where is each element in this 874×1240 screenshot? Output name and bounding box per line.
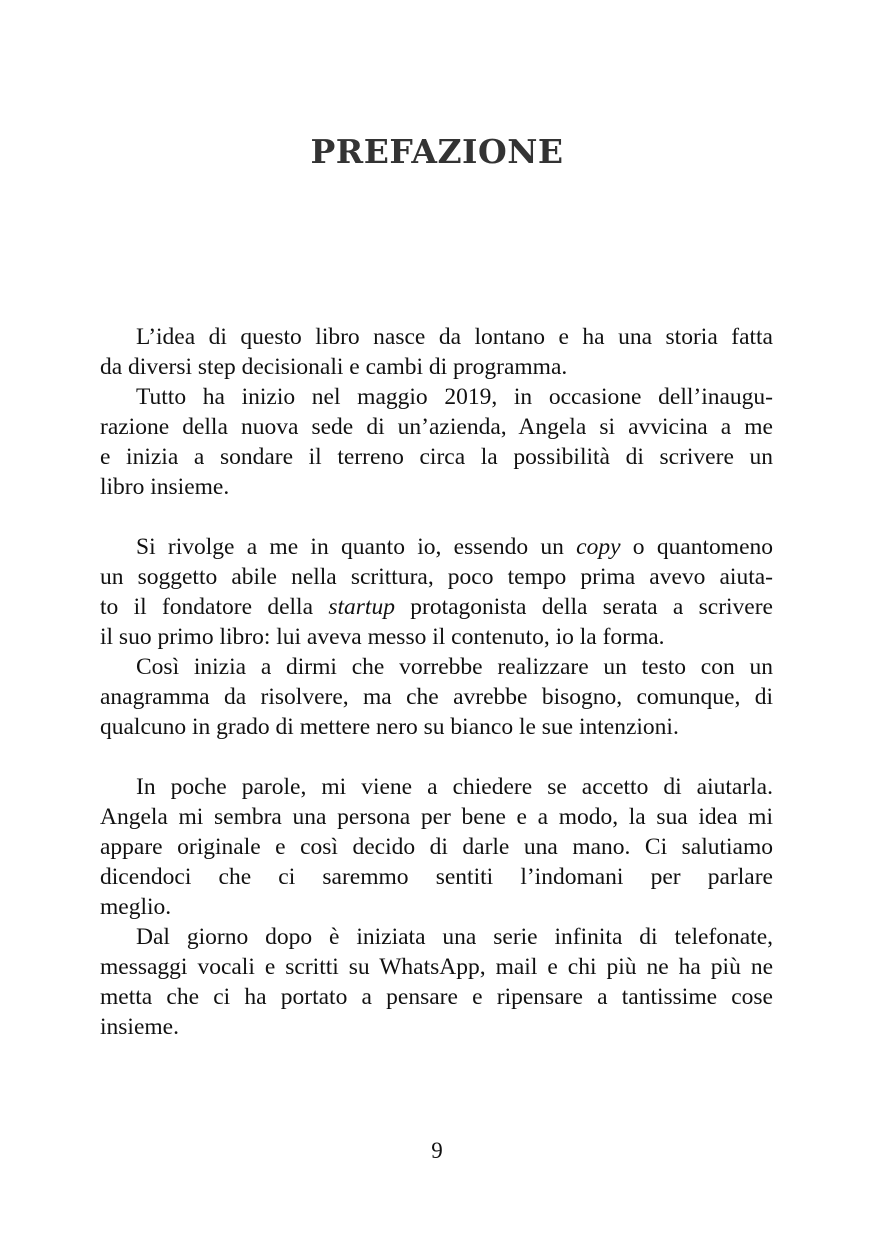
paragraph-gap xyxy=(100,742,773,772)
paragraph-gap xyxy=(100,502,773,532)
text-line: il suo primo libro: lui aveva messo il contenuto, io la forma. xyxy=(100,624,665,650)
page-number: 9 xyxy=(431,1138,443,1163)
text-line: meglio. xyxy=(100,894,172,920)
text-line: Angela mi sembra una persona per bene e a modo, la sua idea mi xyxy=(100,804,773,830)
text-line: insieme. xyxy=(100,1014,179,1040)
text-line xyxy=(100,532,773,562)
text-line: Tutto ha inizio nel maggio 2019, in occasione dell’inaugu- xyxy=(136,384,773,410)
italic-term: copy xyxy=(576,534,621,560)
paragraph xyxy=(100,532,773,652)
text-line: appare originale e così decido di darle una mano. Ci salutiamo xyxy=(100,834,773,860)
text-line: L’idea di questo libro nasce da lontano e ha una storia fatta xyxy=(136,324,773,350)
text-line: anagramma da risolvere, ma che avrebbe bisogno, comunque, di xyxy=(100,684,773,710)
text-line: qualcuno in grado di mettere nero su bianco le sue intenzioni. xyxy=(100,714,679,740)
paragraph xyxy=(100,922,773,1042)
text-line: messaggi vocali e scritti su WhatsApp, mail e chi più ne ha più ne xyxy=(100,954,773,980)
paragraph xyxy=(100,382,773,502)
text-line: da diversi step decisionali e cambi di programma. xyxy=(100,354,568,380)
text-line: In poche parole, mi viene a chiedere se accetto di aiutarla. xyxy=(136,774,773,800)
text-run: to il fondatore della xyxy=(100,594,329,620)
text-run: o quantomeno xyxy=(620,534,773,560)
text-run: Si rivolge a me in quanto io, essendo un xyxy=(136,534,577,560)
paragraph xyxy=(100,772,773,922)
text-line: Così inizia a dirmi che vorrebbe realizzare un testo con un xyxy=(136,654,773,680)
text-line: razione della nuova sede di un’azienda, Angela si avvicina a me xyxy=(100,414,773,440)
text-line: Dal giorno dopo è iniziata una serie infinita di telefonate, xyxy=(136,924,773,950)
text-line: e inizia a sondare il terreno circa la possibilità di scrivere un xyxy=(100,444,773,470)
text-line: un soggetto abile nella scrittura, poco tempo prima avevo aiuta- xyxy=(100,564,773,590)
paragraph xyxy=(100,652,773,742)
page-body xyxy=(100,322,773,1042)
text-line xyxy=(100,592,773,622)
page-title: PREFAZIONE xyxy=(310,132,564,171)
text-line: dicendoci che ci saremmo sentiti l’indomani per parlare xyxy=(100,864,773,890)
italic-term: startup xyxy=(328,594,395,620)
text-run: protagonista della serata a scrivere xyxy=(394,594,773,620)
text-line: metta che ci ha portato a pensare e ripensare a tantissime cose xyxy=(100,984,773,1010)
paragraph xyxy=(100,322,773,382)
text-line: libro insieme. xyxy=(100,474,230,500)
